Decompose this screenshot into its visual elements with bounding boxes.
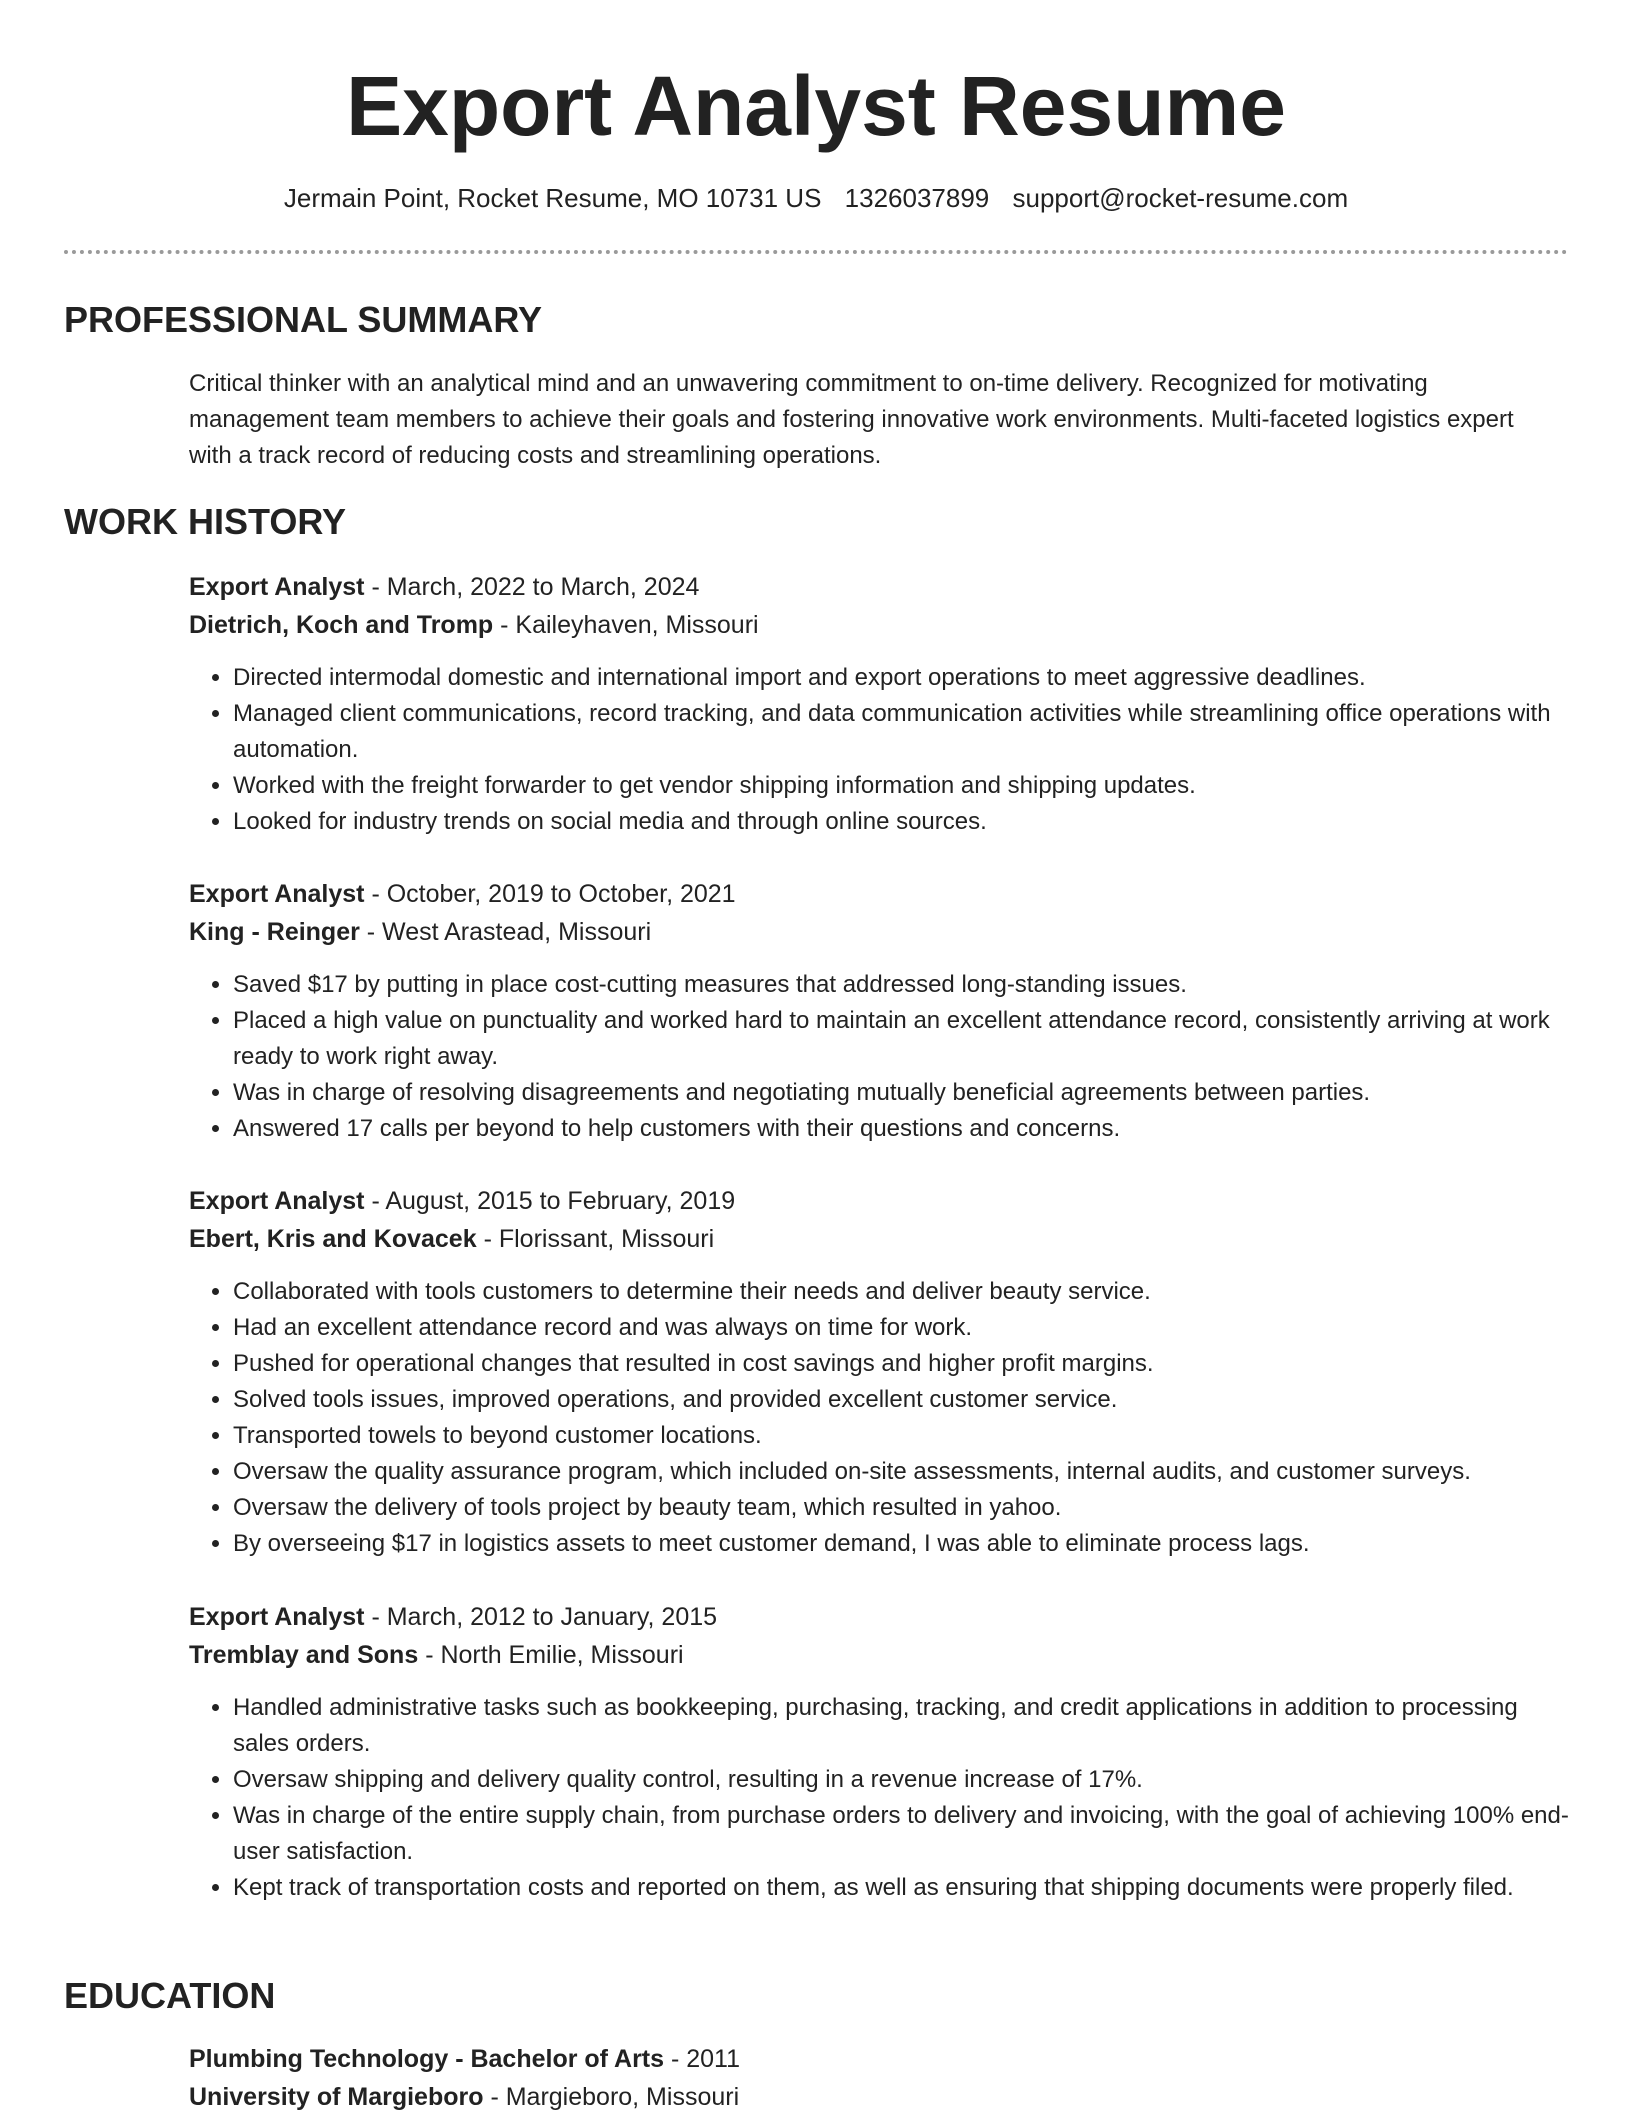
education-degree-line (189, 2040, 1569, 2078)
job-bullets (189, 1274, 1569, 1562)
education-school: University of Margieboro (189, 2083, 484, 2111)
job-title: Export Analyst (189, 880, 365, 908)
job-bullet: • Collaborated with tools customers to determine their needs and deliver beauty service. (233, 1274, 1569, 1310)
job-company: Ebert, Kris and Kovacek (189, 1225, 477, 1253)
job-bullets (189, 967, 1569, 1147)
job-entry (189, 1598, 1569, 1906)
job-bullet: • Kept track of transportation costs and reported on them, as well as ensuring that shipping documents were properly filed. (233, 1870, 1569, 1906)
job-company: Dietrich, Koch and Tromp (189, 611, 494, 639)
job-location: - West Arastead, Missouri (359, 918, 652, 946)
job-bullet: • Oversaw the quality assurance program, which included on-site assessments, internal audits, and customer surveys. (233, 1454, 1569, 1490)
job-bullet: • Oversaw the delivery of tools project by beauty team, which resulted in yahoo. (233, 1490, 1569, 1526)
job-title-line (189, 1598, 1569, 1636)
job-company-line (189, 606, 1569, 644)
job-dates: - March, 2012 to January, 2015 (364, 1603, 718, 1631)
job-company: Tremblay and Sons (189, 1641, 419, 1669)
job-bullet: • Saved $17 by putting in place cost-cutting measures that addressed long-standing issues. (233, 967, 1569, 1003)
job-bullet: • Managed client communications, record tracking, and data communication activities while streamlining office operations with automation. (233, 696, 1569, 768)
job-entry (189, 875, 1569, 1147)
job-bullets (189, 1690, 1569, 1906)
job-title-line (189, 1182, 1569, 1220)
job-title: Export Analyst (189, 1187, 365, 1215)
summary-text: Critical thinker with an analytical mind and an unwavering commitment to on-time delivery. Recognized for motivating management team members to achieve their goals and fostering innovative work environments. Multi-faceted logistics expert with a track record of reducing costs and streamlining operations. (189, 370, 1514, 469)
education-entry (189, 2040, 1569, 2116)
job-bullet: • Placed a high value on punctuality and worked hard to maintain an excellent attendance record, consistently arriving at work ready to work right away. (233, 1003, 1569, 1075)
contact-email: support@rocket-resume.com (1012, 183, 1349, 213)
job-title: Export Analyst (189, 1603, 365, 1631)
education-school-line (189, 2078, 1569, 2116)
education-year: - 2011 (664, 2045, 741, 2073)
contact-phone: 1326037899 (844, 183, 990, 213)
job-bullet: • By overseeing $17 in logistics assets to meet customer demand, I was able to eliminate process lags. (233, 1526, 1569, 1562)
job-company-line (189, 1220, 1569, 1258)
job-location: - Florissant, Missouri (476, 1225, 715, 1253)
education-degree: Plumbing Technology - Bachelor of Arts (189, 2045, 665, 2073)
job-entry (189, 1182, 1569, 1562)
job-bullets (189, 660, 1569, 840)
resume-title: Export Analyst Resume (346, 59, 1286, 153)
work-history-heading: WORK HISTORY (64, 501, 347, 542)
header-divider (64, 250, 1568, 254)
job-location: - Kaileyhaven, Missouri (493, 611, 759, 639)
contact-line (0, 180, 1632, 216)
contact-address: Jermain Point, Rocket Resume, MO 10731 US (283, 183, 822, 213)
job-bullet: • Answered 17 calls per beyond to help customers with their questions and concerns. (233, 1111, 1569, 1147)
job-title-line (189, 568, 1569, 606)
job-bullet: • Handled administrative tasks such as bookkeeping, purchasing, tracking, and credit applications in addition to processing sales orders. (233, 1690, 1569, 1762)
job-bullet: • Looked for industry trends on social media and through online sources. (233, 804, 1569, 840)
job-company-line (189, 913, 1569, 951)
job-bullet: • Worked with the freight forwarder to get vendor shipping information and shipping updates. (233, 768, 1569, 804)
job-bullet: • Had an excellent attendance record and was always on time for work. (233, 1310, 1569, 1346)
job-bullet: • Transported towels to beyond customer locations. (233, 1418, 1569, 1454)
job-bullet: • Was in charge of the entire supply chain, from purchase orders to delivery and invoicing, with the goal of achieving 100% end-user satisfaction. (233, 1798, 1569, 1870)
summary-heading: PROFESSIONAL SUMMARY (64, 299, 543, 340)
job-bullet: • Solved tools issues, improved operations, and provided excellent customer service. (233, 1382, 1569, 1418)
education-heading: EDUCATION (64, 1975, 276, 2016)
job-location: - North Emilie, Missouri (418, 1641, 684, 1669)
job-dates: - March, 2022 to March, 2024 (364, 573, 700, 601)
job-entry (189, 568, 1569, 840)
job-bullet: • Directed intermodal domestic and international import and export operations to meet aggressive deadlines. (233, 660, 1569, 696)
job-bullet: • Was in charge of resolving disagreements and negotiating mutually beneficial agreements between parties. (233, 1075, 1569, 1111)
job-title-line (189, 875, 1569, 913)
job-dates: - October, 2019 to October, 2021 (364, 880, 736, 908)
job-company-line (189, 1636, 1569, 1674)
job-dates: - August, 2015 to February, 2019 (364, 1187, 736, 1215)
job-company: King - Reinger (189, 918, 360, 946)
education-location: - Margieboro, Missouri (483, 2083, 740, 2111)
job-bullet: • Pushed for operational changes that resulted in cost savings and higher profit margins. (233, 1346, 1569, 1382)
job-title: Export Analyst (189, 573, 365, 601)
job-bullet: • Oversaw shipping and delivery quality control, resulting in a revenue increase of 17%. (233, 1762, 1569, 1798)
